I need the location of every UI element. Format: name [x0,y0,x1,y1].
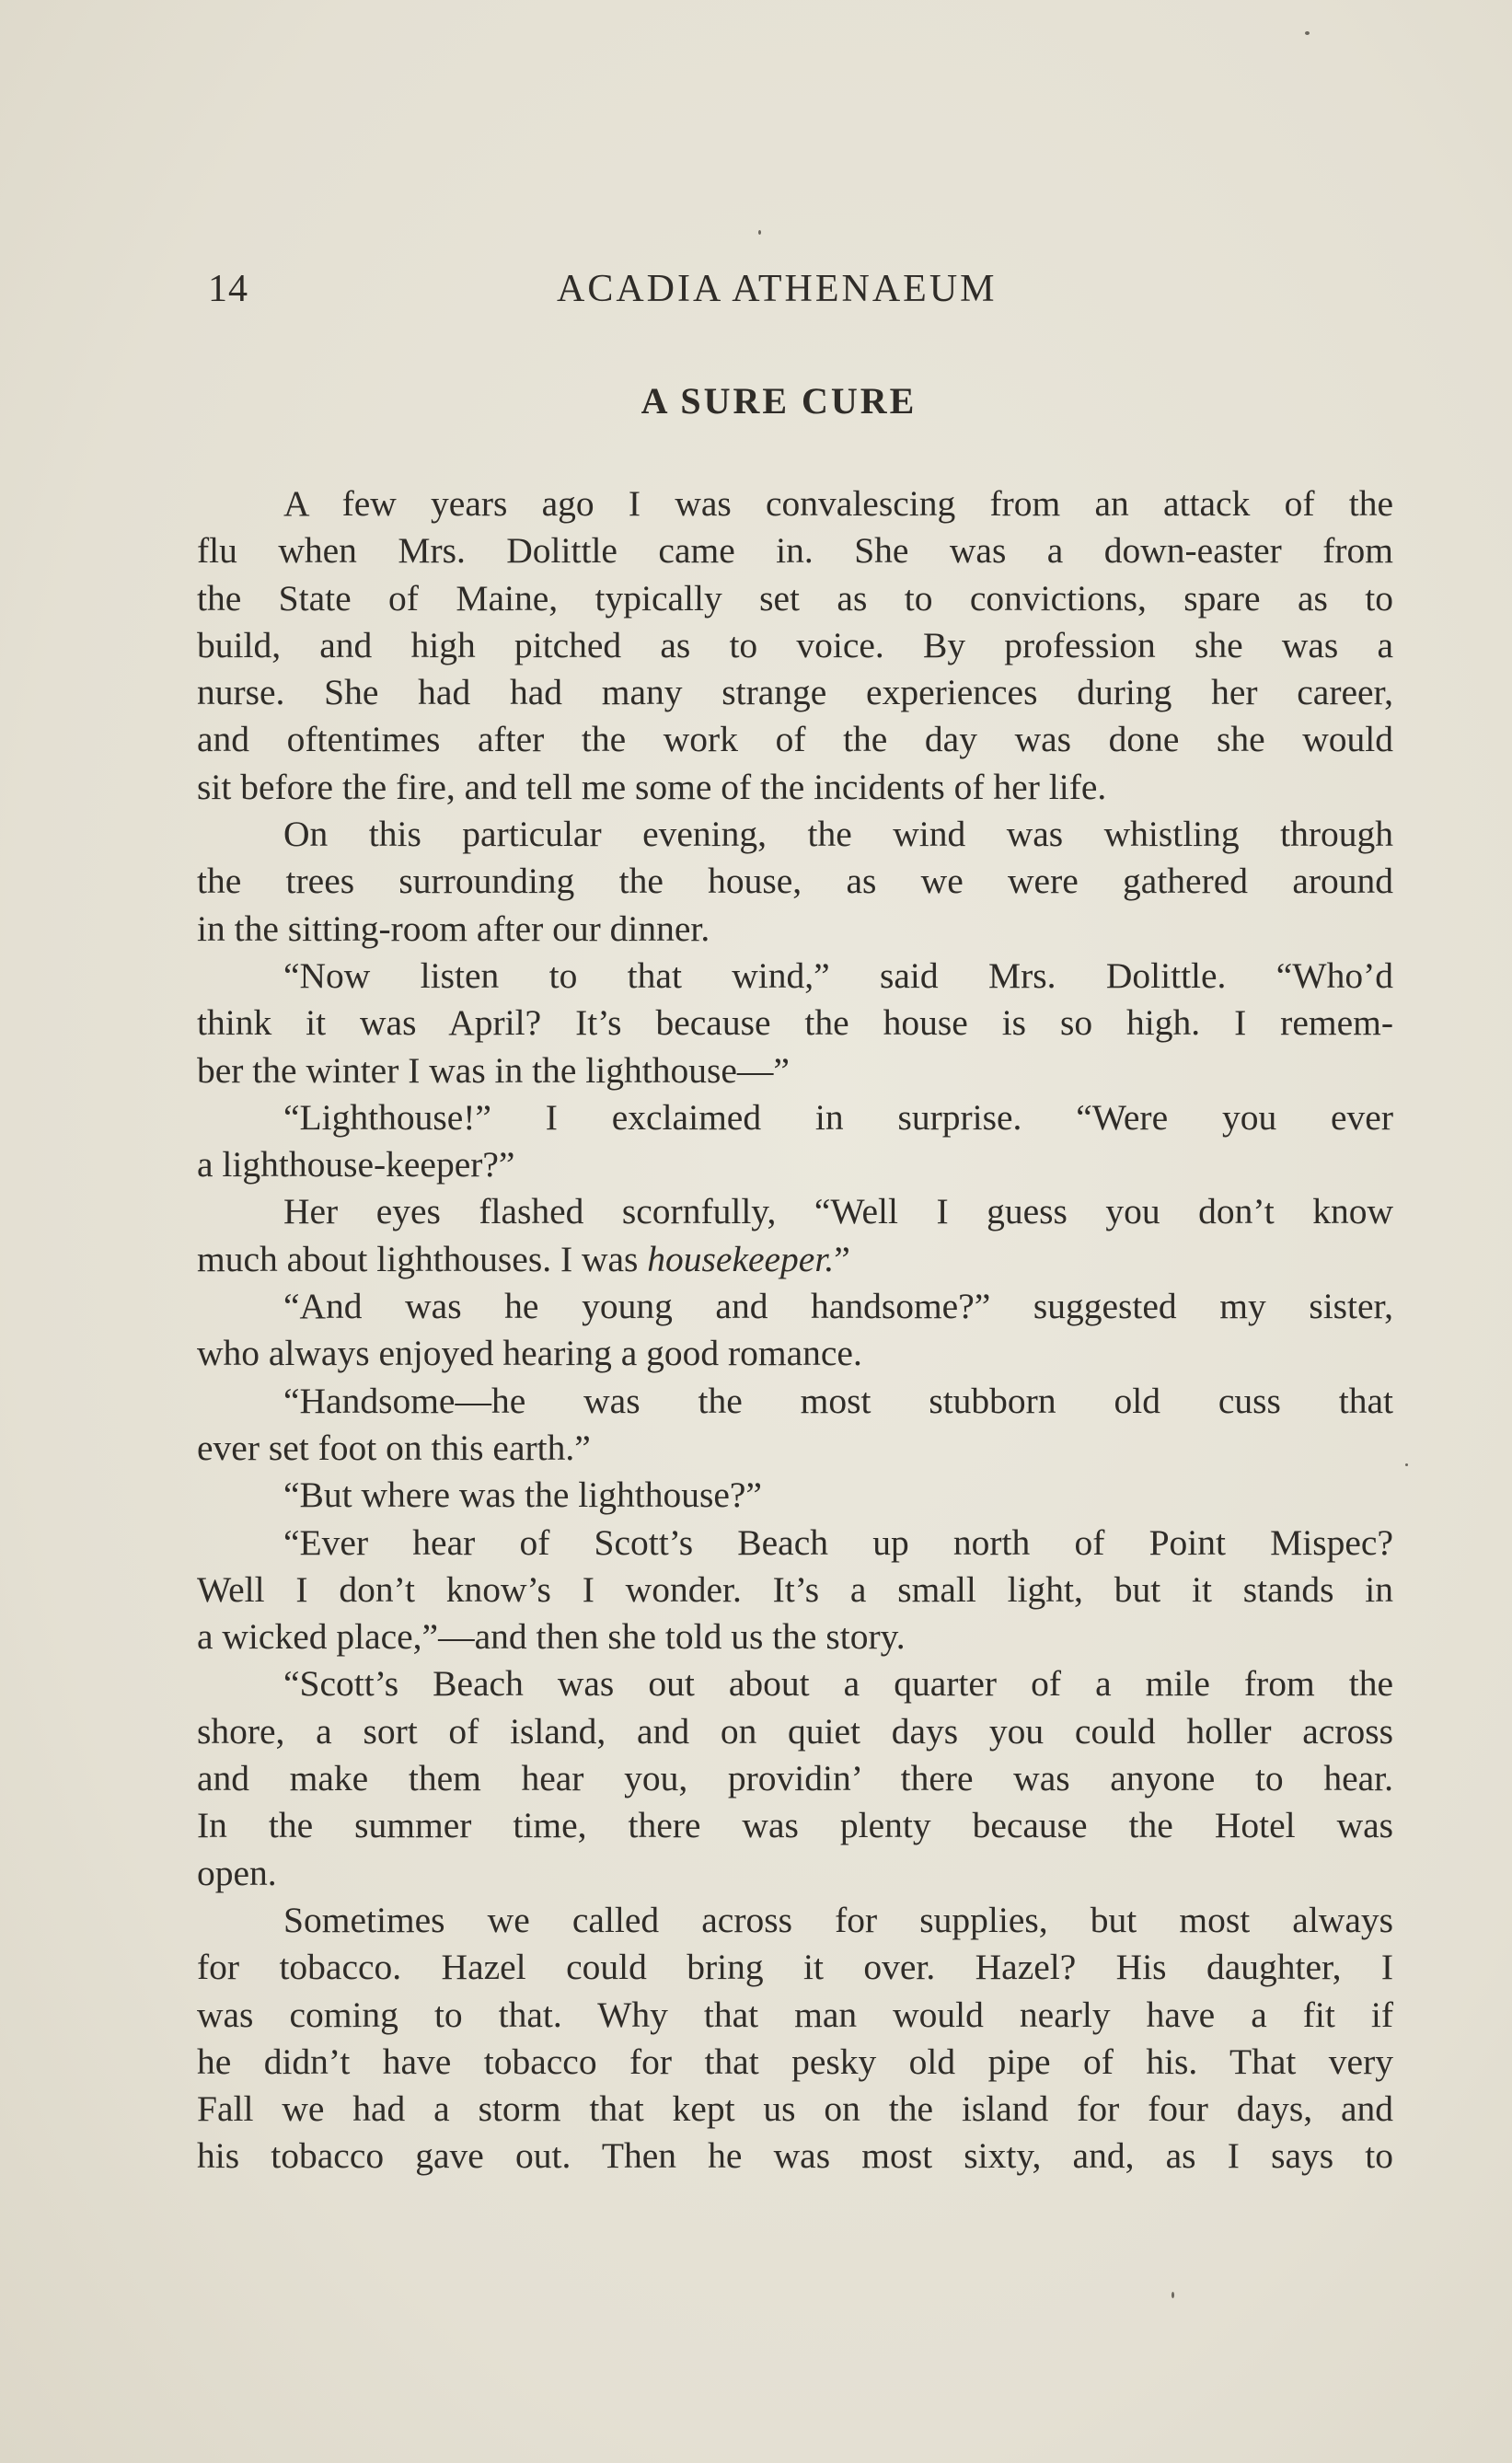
text-line: “But where was the lighthouse?” [283,1474,762,1516]
text-line: the State of Maine, typically set as to convictions, spare as to [197,577,1393,619]
page-number: 14 [208,268,248,310]
text-line: shore, a sort of island, and on quiet days you could holler across [197,1710,1393,1752]
emphasized-word: housekeeper. [647,1238,835,1279]
body-paragraph [197,1378,1393,1473]
text-line: Sometimes we called across for supplies, but most always [283,1899,1393,1940]
text-line: open. [197,1852,277,1893]
running-title: ACADIA ATHENAEUM [557,268,998,310]
running-header [208,267,1377,322]
paper-speck [1172,2292,1174,2298]
body-paragraph [197,480,1393,811]
text-line: his tobacco gave out. Then he was most sixty, and, as I says to [197,2135,1393,2177]
text-line: who always enjoyed hearing a good romance. [197,1333,862,1374]
text-line: the trees surrounding the house, as we were gathered around [197,861,1393,902]
text-line: a lighthouse-keeper?” [197,1144,515,1185]
body-paragraph [197,1520,1393,1661]
text-line: sit before the fire, and tell me some of the incidents of her life. [197,766,1107,807]
text-line: nurse. She had had many strange experiences during her career, [197,672,1393,713]
text-line: “Now listen to that wind,” said Mrs. Dolittle. “Who’d [283,954,1393,996]
article-body [197,480,1393,2180]
body-paragraph [197,1094,1393,1189]
paper-speck [1305,31,1310,35]
text-line: “Handsome—he was the most stubborn old cuss that [283,1380,1393,1421]
text-line: “Ever hear of Scott’s Beach up north of Point Mispec? [283,1521,1393,1563]
body-paragraph [197,953,1393,1094]
body-paragraph [197,1188,1393,1283]
text-line: flu when Mrs. Dolittle came in. She was a down-easter from [197,530,1393,572]
text-line: ever set foot on this earth.” [197,1427,591,1468]
text-line: ber the winter I was in the lighthouse—” [197,1049,790,1091]
text-line: On this particular evening, the wind was whistling through [283,814,1393,855]
text-line: Her eyes flashed scornfully, “Well I guess you don’t know [283,1191,1393,1232]
article-title: A SURE CURE [641,380,918,422]
text-line [110,1236,1393,1283]
body-paragraph [197,1897,1393,2180]
text-line: In the summer time, there was plenty because the Hotel was [197,1805,1393,1846]
body-paragraph [197,1283,1393,1378]
text-line: “Scott’s Beach was out about a quarter of a mile from the [283,1663,1393,1705]
paper-speck [1405,1463,1408,1466]
text-line: was coming to that. Why that man would nearly have a fit if [197,1994,1393,2035]
text-line: think it was April? It’s because the house is so high. I remem- [197,1002,1393,1044]
body-paragraph [197,1472,1393,1519]
text-line: and oftentimes after the work of the day was done she would [197,719,1393,760]
text-line: Fall we had a storm that kept us on the island for four days, and [197,2088,1393,2130]
text-line: “And was he young and handsome?” suggested my sister, [283,1286,1393,1327]
text-line: a wicked place,”—and then she told us the story. [197,1616,906,1658]
text-line: “Lighthouse!” I exclaimed in surprise. “Were you ever [283,1096,1393,1138]
text-run: much about lighthouses. I was [197,1238,648,1279]
body-paragraph [197,811,1393,953]
body-paragraph [197,1660,1393,1896]
text-line: build, and high pitched as to voice. By profession she was a [197,624,1393,665]
text-line: and make them hear you, providin’ there was anyone to hear. [197,1758,1393,1799]
text-line: he didn’t have tobacco for that pesky old pipe of his. That very [197,2041,1393,2082]
paper-speck [758,230,761,235]
text-line: Well I don’t know’s I wonder. It’s a small light, but it stands in [197,1568,1393,1610]
text-line: in the sitting-room after our dinner. [197,908,710,949]
text-line: for tobacco. Hazel could bring it over. Hazel? His daughter, I [197,1947,1393,1988]
text-line: A few years ago I was convalescing from an attack of the [283,483,1393,524]
text-run: ” [834,1238,850,1279]
